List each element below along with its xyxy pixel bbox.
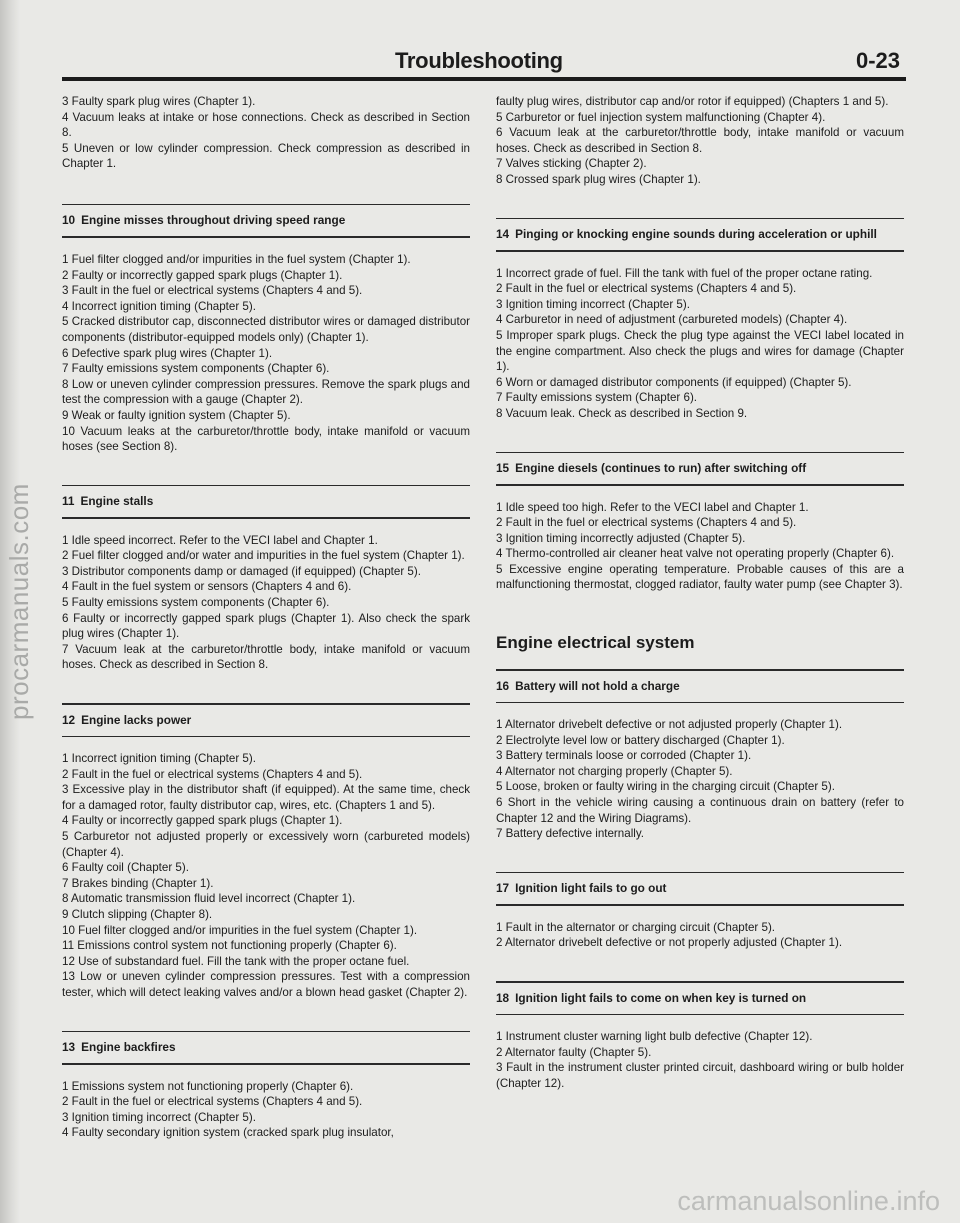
list-item: 2 Alternator faulty (Chapter 5).	[496, 1045, 652, 1059]
section-body	[496, 906, 904, 951]
section-body	[62, 519, 470, 673]
list-item: 3 Faulty spark plug wires (Chapter 1).	[62, 95, 256, 108]
section-title: Engine misses throughout driving speed range	[81, 213, 346, 228]
section-number: 17	[496, 881, 510, 896]
list-item: 4 Carburetor in need of adjustment (carbureted models) (Chapter 4).	[496, 313, 848, 327]
list-item: 6 Short in the vehicle wiring causing a continuous drain on battery (refer to Chapter 12 and the Wiring Diagrams).	[496, 796, 904, 825]
section-heading	[62, 705, 470, 736]
list-item: 2 Alternator drivebelt defective or not properly adjusted (Chapter 1).	[496, 936, 843, 950]
list-item: 5 Cracked distributor cap, disconnected distributor wires or damaged distributor components (distributor-equipped models only) (Chapter 1).	[62, 315, 470, 344]
section-heading	[496, 453, 904, 484]
list-item: 5 Carburetor not adjusted properly or excessively worn (carbureted models) (Chapter 4).	[62, 830, 470, 859]
list-item: 3 Ignition timing incorrect (Chapter 5).	[496, 297, 690, 311]
section-title: Engine stalls	[80, 494, 154, 509]
list-item: 1 Incorrect grade of fuel. Fill the tank with fuel of the proper octane rating.	[496, 266, 873, 280]
list-item: faulty plug wires, distributor cap and/or rotor if equipped) (Chapters 1 and 5).	[496, 95, 889, 108]
list-item: 2 Fuel filter clogged and/or water and impurities in the fuel system (Chapter 1).	[62, 549, 465, 563]
list-item: 4 Vacuum leaks at intake or hose connections. Check as described in Section 8.	[62, 110, 470, 140]
list-item: 5 Carburetor or fuel injection system malfunctioning (Chapter 4).	[496, 110, 826, 124]
list-item: 3 Fault in the fuel or electrical systems (Chapters 4 and 5).	[62, 284, 363, 298]
list-item: 3 Battery terminals loose or corroded (Chapter 1).	[496, 749, 752, 763]
header-rule	[62, 77, 906, 81]
list-item: 5 Faulty emissions system components (Chapter 6).	[62, 596, 330, 610]
section-14	[496, 218, 904, 422]
list-item: 2 Faulty or incorrectly gapped spark plugs (Chapter 1).	[62, 268, 343, 282]
list-item: 13 Low or uneven cylinder compression pressures. Test with a compression tester, which will detect leaking valves and/or a blown head gasket (Chapter 2).	[62, 970, 470, 999]
section-12	[62, 703, 470, 1001]
list-item: 6 Faulty or incorrectly gapped spark plugs (Chapter 1). Also check the spark plug wires (Chapter 1).	[62, 611, 470, 641]
section-number: 14	[496, 227, 510, 242]
section-body	[62, 238, 470, 455]
list-item: 7 Battery defective internally.	[496, 827, 645, 841]
list-item: 6 Worn or damaged distributor components (if equipped) (Chapter 5).	[496, 375, 852, 389]
list-item: 1 Fuel filter clogged and/or impurities in the fuel system (Chapter 1).	[62, 252, 411, 266]
list-item: 2 Fault in the fuel or electrical systems (Chapters 4 and 5).	[62, 1095, 363, 1109]
list-item: 7 Faulty emissions system components (Chapter 6).	[62, 362, 330, 376]
intro-list	[62, 94, 470, 172]
section-title: Ignition light fails to go out	[515, 881, 667, 896]
list-item: 11 Emissions control system not functioning properly (Chapter 6).	[62, 939, 397, 953]
list-item: 5 Excessive engine operating temperature. Probable causes of this are a malfunctioning thermostat, clogged radiator, faulty water pump (see Chapter 3).	[496, 562, 904, 592]
section-heading	[62, 205, 470, 236]
section-body	[62, 737, 470, 1001]
list-item: 4 Faulty secondary ignition system (cracked spark plug insulator,	[62, 1126, 394, 1140]
section-10	[62, 204, 470, 455]
section-heading	[496, 671, 904, 702]
section-11	[62, 485, 470, 673]
list-item: 1 Idle speed incorrect. Refer to the VECI label and Chapter 1.	[62, 533, 378, 547]
list-item: 9 Weak or faulty ignition system (Chapter 5).	[62, 408, 291, 422]
section-body	[496, 252, 904, 422]
list-item: 2 Fault in the fuel or electrical systems (Chapters 4 and 5).	[496, 282, 797, 296]
section-number: 10	[62, 213, 76, 228]
list-item: 6 Vacuum leak at the carburetor/throttle body, intake manifold or vacuum hoses. Check as described in Section 8.	[496, 126, 904, 155]
list-item: 3 Excessive play in the distributor shaft (if equipped). At the same time, check for a damaged rotor, faulty distributor cap, wires, etc. (Chapters 1 and 5).	[62, 783, 470, 812]
list-item: 4 Fault in the fuel system or sensors (Chapters 4 and 6).	[62, 580, 352, 594]
section-body	[496, 703, 904, 842]
section-17	[496, 872, 904, 951]
list-item: 1 Alternator drivebelt defective or not adjusted properly (Chapter 1).	[496, 718, 843, 732]
list-item: 6 Faulty coil (Chapter 5).	[62, 861, 189, 875]
section-title: Engine lacks power	[81, 712, 192, 727]
section-number: 15	[496, 461, 510, 475]
list-item: 5 Improper spark plugs. Check the plug type against the VECI label located in the engine compartment. Also check the plugs and wires for damage (Chapter 1).	[496, 328, 904, 374]
list-item: 1 Instrument cluster warning light bulb defective (Chapter 12).	[496, 1030, 813, 1043]
section-title: Engine backfires	[81, 1040, 176, 1055]
list-item: 10 Fuel filter clogged and/or impurities in the fuel system (Chapter 1).	[62, 923, 418, 937]
right-column	[496, 94, 904, 1091]
page-number: 0-23	[856, 48, 901, 73]
section-heading	[496, 983, 904, 1014]
section-15	[496, 452, 904, 594]
list-item: 8 Automatic transmission fluid level incorrect (Chapter 1).	[62, 892, 356, 906]
section-18	[496, 981, 904, 1091]
section-number: 13	[62, 1040, 76, 1055]
section-body	[496, 486, 904, 594]
left-column	[62, 94, 470, 1141]
section-heading	[62, 1032, 470, 1063]
list-item: 2 Fault in the fuel or electrical systems (Chapters 4 and 5).	[496, 516, 797, 530]
list-item: 2 Fault in the fuel or electrical systems (Chapters 4 and 5).	[62, 767, 363, 781]
list-item: 7 Brakes binding (Chapter 1).	[62, 876, 214, 890]
list-item: 7 Faulty emissions system (Chapter 6).	[496, 391, 698, 405]
section-title: Pinging or knocking engine sounds during acceleration or uphill	[515, 227, 877, 242]
section-title: Ignition light fails to come on when key is turned on	[515, 990, 807, 1005]
side-watermark: procarmanuals.com	[4, 483, 34, 720]
section-title: Engine diesels (continues to run) after switching off	[515, 461, 807, 475]
section-number: 12	[62, 712, 76, 727]
list-item: 10 Vacuum leaks at the carburetor/throttle body, intake manifold or vacuum hoses (see Section 8).	[62, 424, 470, 454]
list-item: 8 Crossed spark plug wires (Chapter 1).	[496, 172, 701, 186]
section-title: Battery will not hold a charge	[515, 678, 680, 693]
intro-list	[496, 94, 904, 188]
list-item: 4 Thermo-controlled air cleaner heat valve not operating properly (Chapter 6).	[496, 547, 895, 561]
section-heading	[496, 873, 904, 904]
list-item: 12 Use of substandard fuel. Fill the tank with the proper octane fuel.	[62, 954, 410, 968]
section-number: 18	[496, 990, 510, 1005]
list-item: 5 Uneven or low cylinder compression. Check compression as described in Chapter 1.	[62, 141, 470, 171]
list-item: 8 Low or uneven cylinder compression pressures. Remove the spark plugs and test the compression with a gauge (Chapter 2).	[62, 377, 470, 407]
bottom-watermark: carmanualsonline.info	[677, 1186, 940, 1216]
list-item: 5 Loose, broken or faulty wiring in the charging circuit (Chapter 5).	[496, 780, 835, 794]
list-item: 7 Vacuum leak at the carburetor/throttle body, intake manifold or vacuum hoses. Check as described in Section 8.	[62, 642, 470, 672]
list-item: 3 Distributor components damp or damaged (if equipped) (Chapter 5).	[62, 564, 421, 578]
list-item: 4 Faulty or incorrectly gapped spark plugs (Chapter 1).	[62, 814, 343, 828]
list-item: 1 Emissions system not functioning properly (Chapter 6).	[62, 1079, 354, 1093]
list-item: 3 Ignition timing incorrectly adjusted (Chapter 5).	[496, 531, 746, 545]
list-item: 1 Idle speed too high. Refer to the VECI label and Chapter 1.	[496, 500, 809, 514]
section-heading	[496, 219, 904, 250]
section-body	[496, 1015, 904, 1091]
list-item: 8 Vacuum leak. Check as described in Section 9.	[496, 406, 748, 420]
page-title: Troubleshooting	[395, 48, 563, 73]
section-number: 11	[62, 494, 75, 509]
list-item: 4 Incorrect ignition timing (Chapter 5).	[62, 299, 256, 313]
list-item: 2 Electrolyte level low or battery discharged (Chapter 1).	[496, 733, 785, 747]
list-item: 1 Fault in the alternator or charging circuit (Chapter 5).	[496, 920, 776, 934]
section-body	[62, 1065, 470, 1141]
major-heading: Engine electrical system	[496, 633, 695, 653]
section-heading	[62, 486, 470, 517]
list-item: 3 Ignition timing incorrect (Chapter 5).	[62, 1110, 256, 1124]
list-item: 9 Clutch slipping (Chapter 8).	[62, 907, 213, 921]
list-item: 6 Defective spark plug wires (Chapter 1).	[62, 346, 273, 360]
section-number: 16	[496, 678, 510, 693]
list-item: 3 Fault in the instrument cluster printed circuit, dashboard wiring or bulb holder (Chapter 12).	[496, 1061, 904, 1090]
list-item: 4 Alternator not charging properly (Chapter 5).	[496, 764, 733, 778]
list-item: 7 Valves sticking (Chapter 2).	[496, 157, 647, 171]
section-13	[62, 1031, 470, 1141]
list-item: 1 Incorrect ignition timing (Chapter 5).	[62, 752, 256, 766]
section-16	[496, 669, 904, 842]
